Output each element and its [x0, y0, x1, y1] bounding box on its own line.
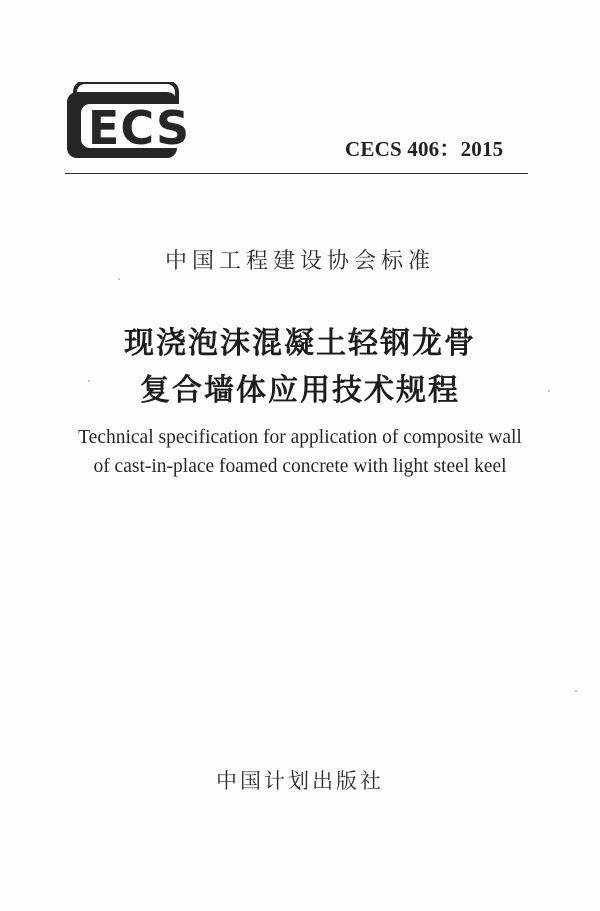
title-zh-line2: 复合墙体应用技术规程	[140, 373, 460, 408]
publisher-name: 中国计划出版社	[216, 769, 384, 793]
title-en-line1: Technical specification for application of composite wall	[78, 427, 522, 448]
title-en-line2: of cast-in-place foamed concrete with light steel keel	[93, 456, 507, 477]
organization-name: 中国工程建设协会标准	[164, 249, 435, 274]
scan-speck	[118, 278, 120, 280]
title-zh-line1: 现浇泡沫混凝土轻钢龙骨	[124, 326, 476, 361]
header-divider	[65, 173, 528, 174]
svg-text:ECS: ECS	[87, 101, 191, 155]
scan-speck	[575, 690, 577, 692]
standard-code: CECS 406：2015	[345, 137, 504, 161]
scan-speck	[548, 390, 550, 392]
scan-speck	[88, 380, 90, 382]
ecs-logo	[67, 82, 203, 160]
